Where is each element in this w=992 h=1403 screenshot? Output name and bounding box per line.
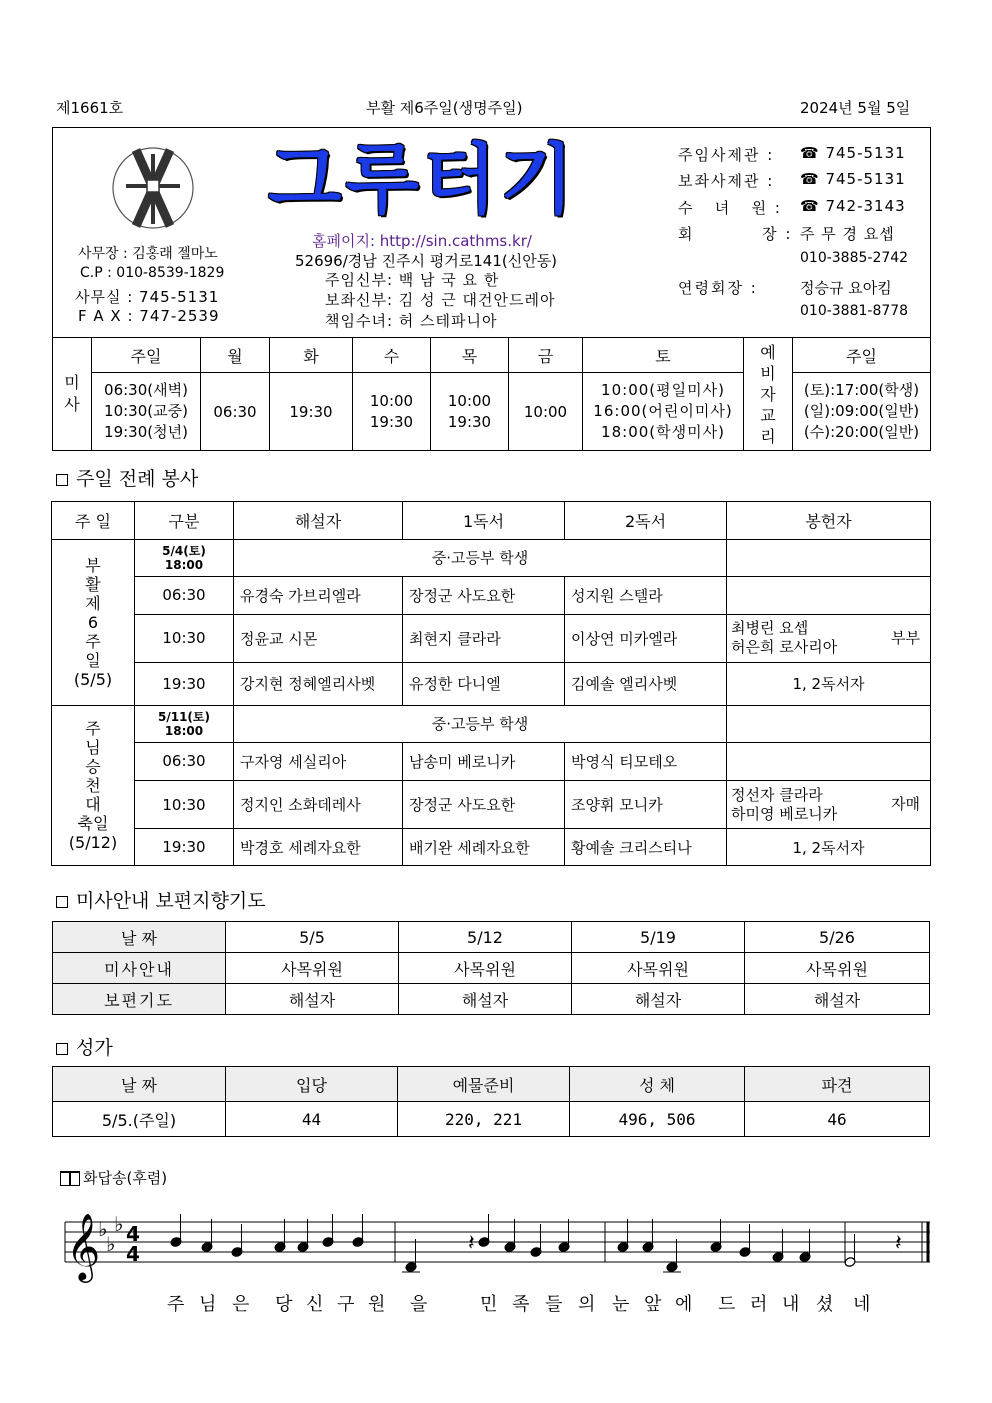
liturgy-table [51, 501, 931, 866]
contact-label: 보좌사제관 : [678, 172, 775, 190]
hymns-cell: 5/5.(주일) [53, 1102, 226, 1137]
liturgy-time: 06:30 [135, 743, 234, 781]
prayer-cell: 사목위원 [745, 953, 930, 984]
lyric-syllable: 셨 [816, 1294, 836, 1315]
liturgy-reader1: 장정군 사도요한 [403, 577, 565, 615]
office-cp: C.P : 010-8539-1829 [80, 265, 225, 281]
lyric-syllable: 신 [306, 1294, 326, 1315]
bulletin-title: 그루터기 [268, 135, 578, 224]
contact-label: 수 녀 원 : [678, 199, 782, 217]
liturgy-offer: 정선자 클라라 하미영 베로니카 [731, 785, 838, 823]
liturgy-reader2: 조양휘 모니카 [565, 780, 727, 829]
prayer-cell: 해설자 [572, 984, 745, 1015]
office-head: 사무장 : 김홍래 젤마노 [78, 246, 218, 262]
psalm-label-text: 화답송(후렴) [83, 1169, 168, 1187]
mass-time: 10:00 19:30 [353, 373, 431, 451]
liturgy-reader2: 박영식 티모테오 [565, 743, 727, 781]
prayer-table [52, 921, 930, 1015]
liturgy-offer [727, 539, 931, 577]
catechism-label: 예 비 자 교 리 [744, 338, 793, 451]
liturgy-sunday-name: 주 님 승 천 대 축일 (5/12) [52, 705, 135, 865]
contact-value: ☎ 745-5131 [800, 170, 906, 188]
office-fax: F A X : 747-2539 [78, 307, 220, 325]
liturgy-offer [727, 577, 931, 615]
liturgy-commentator: 정윤교 시몬 [234, 614, 403, 663]
contact-value: ☎ 742-3143 [800, 197, 906, 215]
mass-header: 금 [509, 338, 583, 373]
date: 2024년 5월 5일 [800, 99, 911, 117]
liturgy-commentator: 정지인 소화데레사 [234, 780, 403, 829]
section-title-liturgy [56, 464, 198, 491]
mass-time: 06:30(새벽) 10:30(교중) 19:30(청년) [92, 373, 201, 451]
liturgy-time: 5/4(토) 18:00 [135, 539, 234, 577]
assistant-priest: 보좌신부: 김 성 근 대건안드레아 [325, 291, 556, 309]
office-tel: 사무실 : 745-5131 [75, 288, 220, 306]
prayer-cell: 해설자 [226, 984, 399, 1015]
contact-value: 010-3885-2742 [800, 250, 909, 266]
svg-text:𝄽: 𝄽 [468, 1231, 475, 1256]
prayer-header: 5/19 [572, 922, 745, 953]
liturgy-reader1: 장정군 사도요한 [403, 780, 565, 829]
checkbox-icon [56, 896, 68, 908]
liturgy-time: 10:30 [135, 780, 234, 829]
svg-text:4: 4 [126, 1222, 140, 1246]
lyric-syllable: 들 [545, 1294, 565, 1315]
mass-header: 토 [583, 338, 744, 373]
contact-label: 연령회장 : [678, 279, 758, 297]
svg-text:4: 4 [126, 1242, 140, 1266]
lyric-syllable: 원 [368, 1294, 388, 1315]
liturgy-offer-cell [727, 614, 931, 663]
prayer-header: 5/12 [399, 922, 572, 953]
psalm-lyrics [0, 1290, 992, 1320]
section-title-prayer [56, 886, 266, 913]
liturgy-header: 주 일 [52, 502, 135, 540]
liturgy-sunday-name: 부 활 제 6 주 일 (5/5) [52, 539, 135, 705]
music-staff [60, 1200, 935, 1290]
liturgy-commentator: 강지현 정혜엘리사벳 [234, 663, 403, 706]
catechism-header: 주일 [793, 338, 931, 373]
lyric-syllable: 에 [675, 1294, 695, 1315]
contact-value: 주 무 경 요셉 [800, 225, 895, 243]
mass-time: 10:00 [509, 373, 583, 451]
liturgy-offer [727, 743, 931, 781]
liturgy-reader1: 최현지 클라라 [403, 614, 565, 663]
liturgy-commentator: 유경숙 가브리엘라 [234, 577, 403, 615]
liturgy-reader1: 유정한 다니엘 [403, 663, 565, 706]
occasion: 부활 제6주일(생명주일) [366, 99, 523, 117]
contact-value: 정승규 요아킴 [800, 279, 892, 297]
liturgy-time: 19:30 [135, 829, 234, 866]
lyric-syllable: 족 [512, 1294, 532, 1315]
mass-time: 10:00 19:30 [431, 373, 509, 451]
pastor: 주임신부: 백 남 국 요 한 [325, 271, 500, 289]
liturgy-offer-cell [727, 780, 931, 829]
prayer-row-label: 보편기도 [53, 984, 226, 1015]
contact-value: ☎ 745-5131 [800, 144, 906, 162]
prayer-cell: 사목위원 [572, 953, 745, 984]
liturgy-reader2: 성지원 스텔라 [565, 577, 727, 615]
contact-label: 회 장 : [678, 225, 793, 243]
lyric-syllable: 을 [410, 1294, 430, 1315]
hymns-header: 날 짜 [53, 1067, 226, 1102]
hymns-header: 입당 [226, 1067, 398, 1102]
liturgy-commentator: 박경호 세례자요한 [234, 829, 403, 866]
mass-schedule-table [52, 337, 931, 451]
liturgy-offer-note: 부부 [891, 628, 920, 647]
hymns-cell: 496, 506 [570, 1102, 745, 1137]
lyric-syllable: 러 [750, 1294, 770, 1315]
parish-emblem-icon [108, 142, 198, 234]
lyric-syllable: 눈 [612, 1294, 632, 1315]
mass-header: 화 [270, 338, 353, 373]
lyric-syllable: 앞 [644, 1294, 664, 1315]
lyric-syllable: 구 [337, 1294, 357, 1315]
hymns-table [52, 1066, 930, 1137]
lyric-syllable: 님 [199, 1294, 219, 1315]
liturgy-time: 19:30 [135, 663, 234, 706]
mass-header: 월 [201, 338, 270, 373]
contact-value: 010-3881-8778 [800, 303, 909, 319]
liturgy-header: 해설자 [234, 502, 403, 540]
sister: 책임수녀: 허 스테파니아 [325, 312, 498, 330]
catechism-times: (토):17:00(학생) (일):09:00(일반) (수):20:00(일반) [793, 373, 931, 451]
prayer-header: 날 짜 [53, 922, 226, 953]
liturgy-offer: 1, 2독서자 [727, 829, 931, 866]
lyric-syllable: 내 [782, 1294, 802, 1315]
liturgy-reader2: 김예솔 엘리사벳 [565, 663, 727, 706]
prayer-header: 5/26 [745, 922, 930, 953]
liturgy-offer: 1, 2독서자 [727, 663, 931, 706]
mass-header: 주일 [92, 338, 201, 373]
prayer-cell: 사목위원 [399, 953, 572, 984]
liturgy-time: 06:30 [135, 577, 234, 615]
liturgy-header: 구분 [135, 502, 234, 540]
liturgy-header: 봉헌자 [727, 502, 931, 540]
liturgy-reader1: 남송미 베로니카 [403, 743, 565, 781]
lyric-syllable: 의 [578, 1294, 598, 1315]
hymns-cell: 44 [226, 1102, 398, 1137]
hymns-cell: 220, 221 [398, 1102, 570, 1137]
lyric-syllable: 주 [167, 1294, 187, 1315]
prayer-cell: 사목위원 [226, 953, 399, 984]
hymns-header: 예물준비 [398, 1067, 570, 1102]
liturgy-reader2: 황예솔 크리스티나 [565, 829, 727, 866]
liturgy-header: 1독서 [403, 502, 565, 540]
issue-number: 제1661호 [56, 99, 124, 117]
mass-time: 10:00(평일미사) 16:00(어린이미사) 18:00(학생미사) [583, 373, 744, 451]
address: 52696/경남 진주시 평거로141(신안동) [295, 252, 558, 270]
lyric-syllable: 드 [718, 1294, 738, 1315]
hymns-header: 파견 [745, 1067, 930, 1102]
svg-text:♭: ♭ [106, 1232, 116, 1256]
psalm-label [60, 1167, 167, 1188]
prayer-cell: 해설자 [399, 984, 572, 1015]
liturgy-reader2: 이상연 미카엘라 [565, 614, 727, 663]
lyric-syllable: 당 [275, 1294, 295, 1315]
contact-label: 주임사제관 : [678, 146, 775, 164]
homepage-link[interactable]: 홈페이지: http://sin.cathms.kr/ [312, 232, 532, 250]
prayer-header: 5/5 [226, 922, 399, 953]
mass-header: 수 [353, 338, 431, 373]
section-title-text: 주일 전례 봉사 [76, 468, 199, 490]
svg-text:♭: ♭ [98, 1217, 108, 1241]
mass-time: 06:30 [201, 373, 270, 451]
prayer-cell: 해설자 [745, 984, 930, 1015]
mass-header: 목 [431, 338, 509, 373]
lyric-syllable: 네 [853, 1294, 873, 1315]
section-title-text: 성가 [76, 1037, 113, 1059]
section-title-text: 미사안내 보편지향기도 [76, 890, 266, 912]
checkbox-icon [56, 1043, 68, 1055]
liturgy-reader1: 배기완 세례자요한 [403, 829, 565, 866]
liturgy-merged: 중·고등부 학생 [234, 539, 727, 577]
hymns-header: 성 체 [570, 1067, 745, 1102]
liturgy-offer [727, 705, 931, 743]
svg-text:𝄽: 𝄽 [895, 1231, 902, 1256]
mass-time: 19:30 [270, 373, 353, 451]
liturgy-offer-note: 자매 [891, 794, 920, 813]
prayer-row-label: 미사안내 [53, 953, 226, 984]
checkbox-icon [56, 474, 68, 486]
liturgy-time: 5/11(토) 18:00 [135, 705, 234, 743]
section-title-hymns [56, 1033, 113, 1060]
book-icon [60, 1171, 80, 1186]
svg-text:𝄞: 𝄞 [66, 1212, 101, 1280]
lyric-syllable: 은 [232, 1294, 252, 1315]
liturgy-header: 2독서 [565, 502, 727, 540]
hymns-cell: 46 [745, 1102, 930, 1137]
mass-side-label: 미 사 [53, 338, 92, 451]
liturgy-merged: 중·고등부 학생 [234, 705, 727, 743]
lyric-syllable: 민 [480, 1294, 500, 1315]
svg-text:♭: ♭ [114, 1212, 124, 1236]
liturgy-commentator: 구자영 세실리아 [234, 743, 403, 781]
liturgy-offer: 최병린 요셉 허은희 로사리아 [731, 619, 838, 657]
liturgy-time: 10:30 [135, 614, 234, 663]
